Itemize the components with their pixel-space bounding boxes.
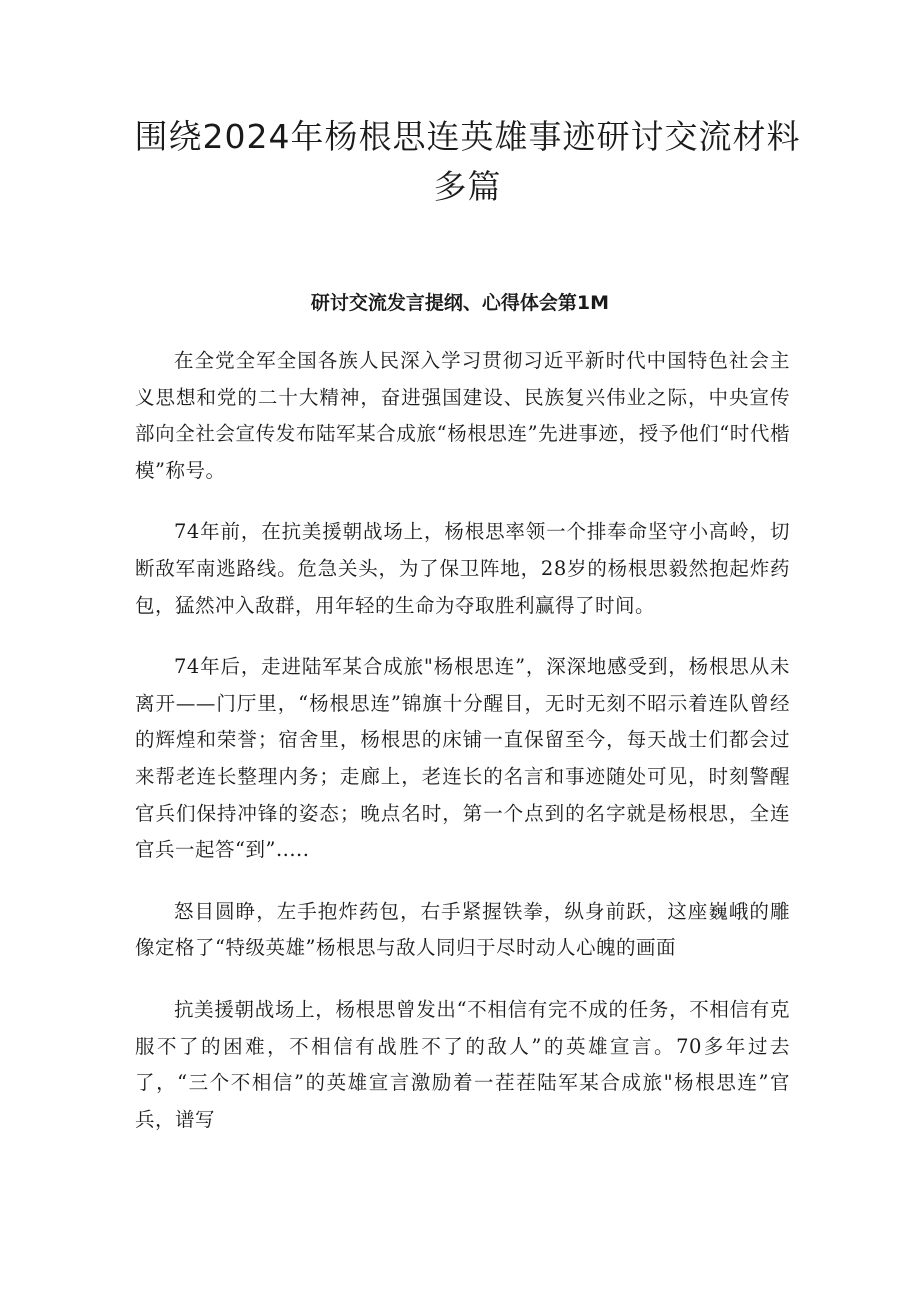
paragraph: 抗美援朝战场上，杨根思曾发出“不相信有完不成的任务，不相信有克服不了的困难，不相信有战胜不了的敌人”的英雄宣言。70多年过去了，“三个不相信”的英雄宣言激励着一茬茬陆军某合成旅"杨根思连”官兵，谱写 [135, 997, 790, 1131]
document-body [135, 343, 790, 1163]
paragraph: 怒目圆睁，左手抱炸药包，右手紧握铁拳，纵身前跃，这座巍峨的雕像定格了“特级英雄”杨根思与敌人同归于尽时动人心魄的画面 [135, 899, 790, 960]
document-title: 围绕2024年杨根思连英雄事迹研讨交流材料多篇 [134, 117, 801, 206]
paragraph: 74年前，在抗美援朝战场上，杨根思率领一个排奉命坚守小高岭，切断敌军南逃路线。危急关头，为了保卫阵地，28岁的杨根思毅然抱起炸药包，猛然冲入敌群，用年轻的生命为夺取胜利赢得了时间。 [135, 520, 790, 617]
paragraph: 74年后，走进陆军某合成旅"杨根思连”，深深地感受到，杨根思从未离开——门厅里，“杨根思连”锦旗十分醒目，无时无刻不昭示着连队曾经的辉煌和荣誉；宿舍里，杨根思的床铺一直保留至今，每天战士们都会过来帮老连长整理内务；走廊上，老连长的名言和事迹随处可见，时刻警醒官兵们保持冲锋的姿态；晚点名时，第一个点到的名字就是杨根思，全连官兵一起答“到”..... [135, 655, 790, 862]
paragraph: 在全党全军全国各族人民深入学习贯彻习近平新时代中国特色社会主义思想和党的二十大精神，奋进强国建设、民族复兴伟业之际，中央宣传部向全社会宣传发布陆军某合成旅“杨根思连”先进事迹，授予他们“时代楷模”称号。 [135, 349, 790, 482]
section-heading: 研讨交流发言提纲、心得体会第1M [310, 292, 610, 314]
